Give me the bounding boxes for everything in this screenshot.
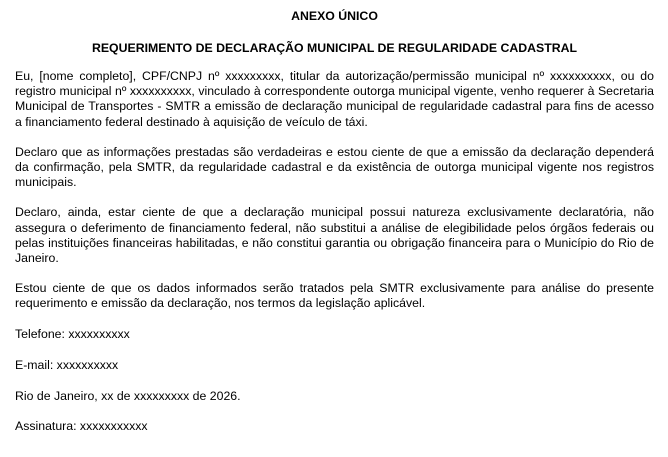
paragraph-declaratory-nature: Declaro, ainda, estar ciente de que a declaração municipal possui natureza exclusivamente declaratória, não assegura o deferimento de financiamento federal, não substitui a análise de elegibilidade pelos órgãos federais ou pelas instituições financeiras habilitadas, e não constitui garantia ou obrigação financeira para o Município do Rio de Janeiro. <box>15 205 654 266</box>
form-title: REQUERIMENTO DE DECLARAÇÃO MUNICIPAL DE REGULARIDADE CADASTRAL <box>91 41 578 55</box>
place-date-line: Rio de Janeiro, xx de xxxxxxxxx de 2026. <box>15 388 241 403</box>
signature-line: Assinatura: xxxxxxxxxxx <box>15 418 148 433</box>
paragraph-request: Eu, [nome completo], CPF/CNPJ nº xxxxxxxxx, titular da autorização/permissão municipal nº xxxxxxxxxx, ou do registro municipal nº xxxxxxxxxx, vinculado à correspondente outorga municipal vigente, venho requerer à Secretaria Municipal de Transportes - SMTR a emissão de declaração municipal de regularidade cadastral para fins de acesso a financiamento federal destinado à aquisição de veículo de táxi. <box>15 69 654 129</box>
email-line: E-mail: xxxxxxxxxx <box>15 357 119 372</box>
annex-title: ANEXO ÚNICO <box>291 9 378 23</box>
paragraph-data-processing: Estou ciente de que os dados informados serão tratados pela SMTR exclusivamente para análise do presente requerimento e emissão da declaração, nos termos da legislação aplicável. <box>15 281 654 311</box>
document-page <box>15 0 654 434</box>
phone-line: Telefone: xxxxxxxxxx <box>15 326 130 341</box>
paragraph-truth-declaration: Declaro que as informações prestadas são verdadeiras e estou ciente de que a emissão da declaração dependerá da confirmação, pela SMTR, da regularidade cadastral e da existência de outorga municipal vigente nos registros municipais. <box>15 144 654 190</box>
